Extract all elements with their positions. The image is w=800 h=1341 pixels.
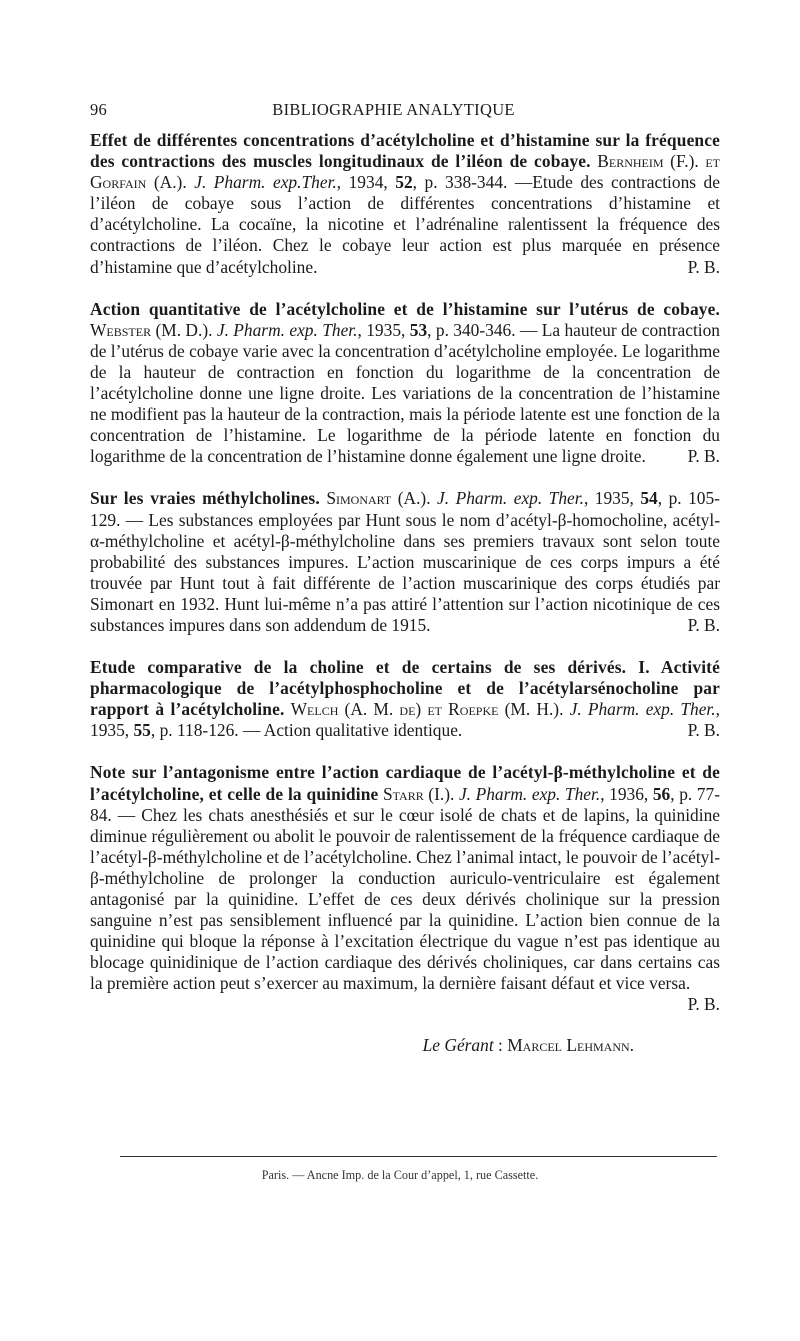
running-title: BIBLIOGRAPHIE ANALYTIQUE [272, 100, 515, 119]
entry-pages: p. 118-126. [159, 720, 239, 741]
entry-journal: J. Pharm. exp. Ther. [437, 488, 584, 509]
entry-pages: p. 340-346. [435, 319, 516, 340]
bibliography-entry: Note sur l’antagonisme entre l’action cardiaque de l’acétyl-β-méthylcholine et de l’acétylcholine, et celle de la quinidine Starr (I.). J. Pharm. exp. Ther., 1936, 56, p. 77-84. — Chez les chats anesthésiés et sur le cœur isolé de chats et de lapins, la quinidine diminue régulièrement ou abolit le pouvoir de ralentissement de la fréquence cardiaque de l’acétyl-β-méthylcholine et de l’acétylcholine. Chez l’animal intact, le pouvoir de l’acétyl-β-méthylcholine de prolonger la conduction auriculo-ventriculaire est également antagonisé par la quinidine. L’effet de ces deux dérivés cholinique sur la pression sanguine n’est pas sensiblement influencé par la quinidine. L’action bien connue de la quinidine qui bloque la réponse à l’excitation électrique du vague n’est pas identique au blocage quinidinique de l’action cardiaque des dérivés choliniques, car dans certains cas la première action peut s’exercer au maximum, la dernière faisant défaut et vice versa. P. B. [90, 762, 720, 1015]
gerant-name: Marcel Lehmann. [507, 1034, 634, 1055]
entry-signature: P. B. [687, 720, 720, 741]
entry-body: — La hauteur de contraction de l’utérus de cobaye varie avec la concentration d’acétylcholine employée. Le logarithme de la hauteur de contraction en fonction du logarithme de la concentration de l’acétylcholine donne une ligne droite. Les variations de la concentration de l’histamine ne modifient pas la hauteur de la contraction, mais la période latente est une fonction de la concentration de l’histamine. Le logarithme de la période latente en fonction du logarithme de la concentration de l’histamine donne également une ligne droite. [90, 319, 720, 467]
entry-title: Etude comparative de la choline et de certains de ses dérivés. I. Activité pharmacologique de l’acétylphosphocholine et de l’acétylarsénocholine par rapport à l’acétylcholine. [90, 657, 720, 720]
footer-rule [120, 1156, 717, 1157]
gerant-line [90, 1035, 720, 1056]
entry-body: — Action qualitative identique. [243, 720, 463, 741]
entry-journal: J. Pharm. exp. Ther. [458, 783, 601, 804]
entry-authors: Starr (I.). [383, 783, 455, 804]
gerant-separator: : [498, 1034, 503, 1055]
entry-signature: P. B. [687, 446, 720, 467]
entry-journal: J. Pharm. exp.Ther. [194, 172, 337, 193]
page [90, 100, 720, 1056]
entry-title: Sur les vraies méthylcholines. [90, 488, 320, 509]
entry-volume: 52 [395, 172, 413, 193]
entry-authors: Bernheim (F.). et Gorfain (A.). [90, 151, 720, 193]
entry-volume: 54 [640, 488, 658, 509]
printer-imprint: Paris. — Ancne Imp. de la Cour d’appel, 1, rue Cassette. [261, 1168, 539, 1182]
entry-journal: J. Pharm. exp. Ther. [216, 319, 358, 340]
gerant-label: Le Gérant [422, 1034, 494, 1055]
entry-authors: Webster (M. D.). [90, 319, 213, 340]
bibliography-entry: Etude comparative de la choline et de certains de ses dérivés. I. Activité pharmacologique de l’acétylphosphocholine et de l’acétylarsénocholine par rapport à l’acétylcholine. Welch (A. M. de) et Roepke (M. H.). J. Pharm. exp. Ther., 1935, 55, p. 118-126. — Action qualitative identique. P. B. [90, 657, 720, 741]
entry-authors: Simonart (A.). [326, 488, 431, 509]
entry-signature: P. B. [687, 994, 720, 1015]
bibliography-entry: Sur les vraies méthylcholines. Simonart (A.). J. Pharm. exp. Ther., 1935, 54, p. 105-129. — Les substances employées par Hunt sous le nom d’acétyl-β-homocholine, acétyl-α-méthylcholine et acétyl-β-méthylcholine dans ses premiers travaux sont selon toute probabilité des substances impures. L’action muscarinique de ces corps impurs a été trouvée par Hunt tout à fait différente de l’action muscarinique des corps étudiés par Simonart en 1932. Hunt lui-même n’a pas attiré l’attention sur l’action nicotinique de ces substances impures dans son addendum de 1915. P. B. [90, 488, 720, 635]
entry-volume: 53 [409, 319, 428, 340]
bibliography-entry: Action quantitative de l’acétylcholine et de l’histamine sur l’utérus de cobaye. Webster (M. D.). J. Pharm. exp. Ther., 1935, 53, p. 340-346. — La hauteur de contraction de l’utérus de cobaye varie avec la concentration d’acétylcholine employée. Le logarithme de la hauteur de contraction en fonction du logarithme de la concentration de l’acétylcholine donne une ligne droite. Les variations de la concentration de l’histamine ne modifient pas la hauteur de la contraction, mais la période latente est une fonction de la concentration de l’histamine. Le logarithme de la période latente en fonction du logarithme de la concentration de l’histamine donne également une ligne droite. P. B. [90, 298, 720, 467]
entry-volume: 56 [652, 783, 671, 804]
page-number: 96 [90, 100, 108, 119]
entry-volume: 55 [133, 720, 151, 741]
entry-title: Note sur l’antagonisme entre l’action cardiaque de l’acétyl-β-méthylcholine et de l’acétylcholine, et celle de la quinidine [90, 762, 720, 804]
entry-journal: J. Pharm. exp. Ther. [569, 699, 716, 720]
running-header [90, 100, 720, 120]
bibliography-entry: Effet de différentes concentrations d’acétylcholine et d’histamine sur la fréquence des contractions des muscles longitudinaux de l’iléon de cobaye. Bernheim (F.). et Gorfain (A.). J. Pharm. exp.Ther., 1934, 52, p. 338-344. —Etude des contractions de l’iléon de cobaye sous l’action de différentes concentrations d’histamine et d’acétylcholine. La cocaïne, la nicotine et l’adrénaline ralentissent la fréquence des contractions de l’iléon. Chez le cobaye leur action est plus marquée en présence d’histamine que d’acétylcholine. P. B. [90, 130, 720, 277]
entry-body: —Etude des contractions de l’iléon de cobaye sous l’action de différentes concentrations d’histamine et d’acétylcholine. La cocaïne, la nicotine et l’adrénaline ralentissent la fréquence des contractions de l’iléon. Chez le cobaye leur action est plus marquée en présence d’histamine que d’acétylcholine. [90, 172, 720, 277]
entry-year: 1934 [348, 172, 384, 193]
entry-year: 1936 [609, 783, 644, 804]
entry-pages: p. 338-344. [424, 172, 508, 193]
entry-authors: Welch (A. M. de) et Roepke (M. H.). [290, 699, 564, 720]
entry-pages: p. 77-84. [90, 783, 720, 825]
entry-signature: P. B. [687, 614, 720, 635]
entry-year: 1935 [366, 319, 402, 340]
entry-pages: p. 105-129. [90, 488, 720, 530]
entry-title: Action quantitative de l’acétylcholine et de l’histamine sur l’utérus de cobaye. [90, 298, 720, 319]
entry-body: — Chez les chats anesthésiés et sur le cœur isolé de chats et de lapins, la quinidine diminue régulièrement ou abolit le pouvoir de ralentissement de la fréquence cardiaque de l’acétyl-β-méthylcholine et de l’acétylcholine. Chez l’animal intact, le pouvoir de l’acétyl-β-méthylcholine de prolonger la conduction auriculo-ventriculaire est également antagonisé par la quinidine. L’effet de ces deux dérivés cholinique sur la pression sanguine n’est pas sensiblement influencé par la quinidine. L’action bien connue de la quinidine qui bloque la réponse à l’excitation électrique du vague n’est pas identique au blocage quinidinique de l’action cardiaque des dérivés choliniques, car dans certains cas la première action peut s’exercer au maximum, la dernière faisant défaut et vice versa. [90, 804, 720, 994]
entry-year: 1935 [90, 720, 125, 741]
entry-title: Effet de différentes concentrations d’acétylcholine et d’histamine sur la fréquence des contractions des muscles longitudinaux de l’iléon de cobaye. [90, 130, 720, 172]
entry-body: — Les substances employées par Hunt sous le nom d’acétyl-β-homocholine, acétyl-α-méthylcholine et acétyl-β-méthylcholine dans ses premiers travaux sont selon toute probabilité des substances impures. L’action muscarinique de ces corps impurs a été trouvée par Hunt tout à fait différente de l’action muscarinique des corps étudiés par Simonart en 1932. Hunt lui-même n’a pas attiré l’attention sur l’action nicotinique de ces substances impures dans son addendum de 1915. [90, 509, 720, 635]
entry-year: 1935 [594, 488, 630, 509]
entry-signature: P. B. [687, 256, 720, 277]
